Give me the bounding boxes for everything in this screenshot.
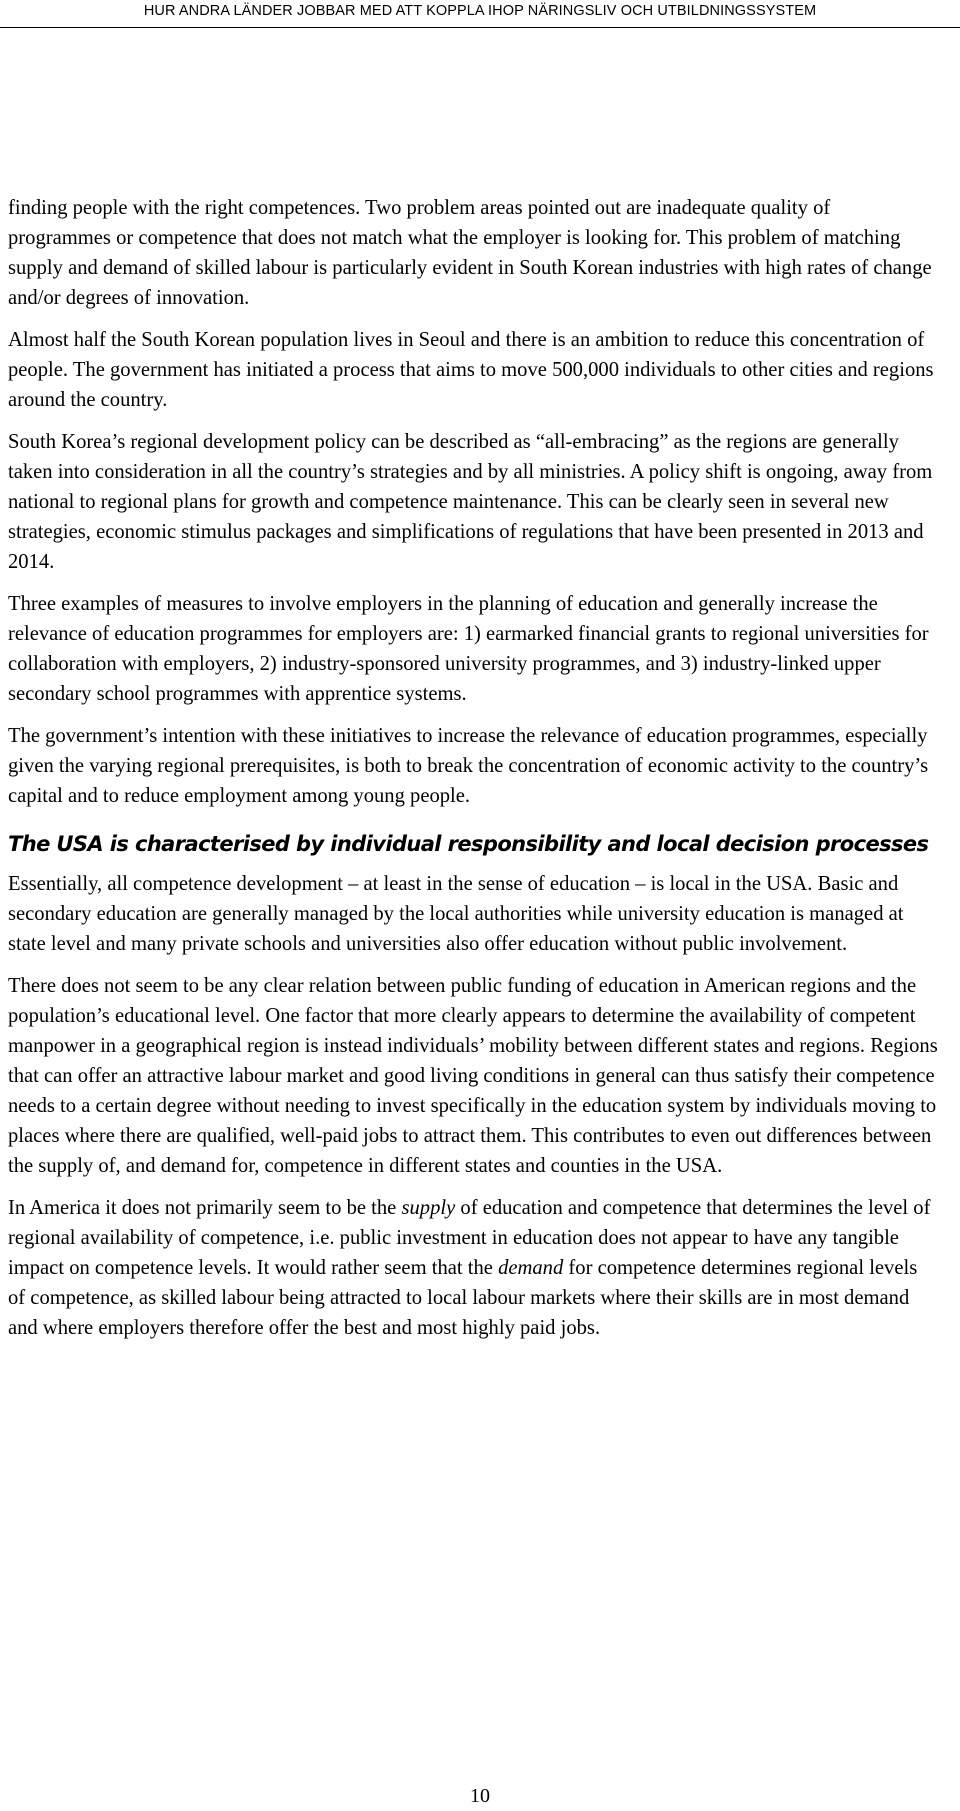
paragraph-skills-matching: finding people with the right competences. Two problem areas pointed out are inadequate quality of programmes or competence that does not match what the employer is looking for. This problem of matching supply and demand of skilled labour is particularly evident in South Korean industries with high rates of change and/or degrees of innovation. [8,197,932,309]
paragraph-regional-policy: South Korea’s regional development policy can be described as “all-embracing” as the regions are generally taken into consideration in all the country’s strategies and by all ministries. A policy shift is ongoing, away from national to regional plans for growth and competence maintenance. This can be clearly seen in several new strategies, economic stimulus packages and simplifications of regulations that have been presented in 2013 and 2014. [8,431,933,573]
section-heading-usa: The USA is characterised by individual responsibility and local decision processes [8,832,929,856]
paragraph-seoul-population: Almost half the South Korean population lives in Seoul and there is an ambition to reduce this concentration of people. The government has initiated a process that aims to move 500,000 individuals to other cities and regions around the country. [8,329,934,411]
emphasis-demand: demand [498,1257,564,1279]
page-number: 10 [470,1785,490,1807]
emphasis-supply: supply [401,1197,456,1219]
body-text [8,193,938,1355]
america-text-part1: In America it does not primarily seem to be the [8,1197,402,1219]
america-text-part3: for competence determines regional levels of competence, as skilled labour being attracted to local labour markets where their skills are in most demand and where employers therefore offer the best and most highly paid jobs. [8,1257,918,1339]
america-text-part2: of education and competence that determines the level of regional availability of competence, i.e. public investment in education does not appear to have any tangible impact on competence levels. It would rather seem that the [8,1197,931,1279]
paragraph-america-supply-demand [8,1193,938,1343]
paragraph-usa-mobility: There does not seem to be any clear relation between public funding of education in American regions and the population’s educational level. One factor that more clearly appears to determine the availability of competent manpower in a geographical region is instead individuals’ mobility between different states and regions. Regions that can offer an attractive labour market and good living conditions in general can thus satisfy their competence needs to a certain degree without needing to invest specifically in the education system by individuals moving to places where there are qualified, well-paid jobs to attract them. This contributes to even out differences between the supply of, and demand for, competence in different states and counties in the USA. [8,975,938,1177]
running-header: HUR ANDRA LÄNDER JOBBAR MED ATT KOPPLA IHOP NÄRINGSLIV OCH UTBILDNINGSSYSTEM [0,0,960,28]
paragraph-usa-local-education: Essentially, all competence development – at least in the sense of education – is local in the USA. Basic and secondary education are generally managed by the local authorities while university education is managed at state level and many private schools and universities also offer education without public involvement. [8,873,904,955]
paragraph-employer-measures: Three examples of measures to involve employers in the planning of education and generally increase the relevance of education programmes for employers are: 1) earmarked financial grants to regional universities for collaboration with employers, 2) industry-sponsored university programmes, and 3) industry-linked upper secondary school programmes with apprentice systems. [8,593,929,705]
paragraph-government-intention: The government’s intention with these initiatives to increase the relevance of education programmes, especially given the varying regional prerequisites, is both to break the concentration of economic activity to the country’s capital and to reduce employment among young people. [8,725,929,807]
